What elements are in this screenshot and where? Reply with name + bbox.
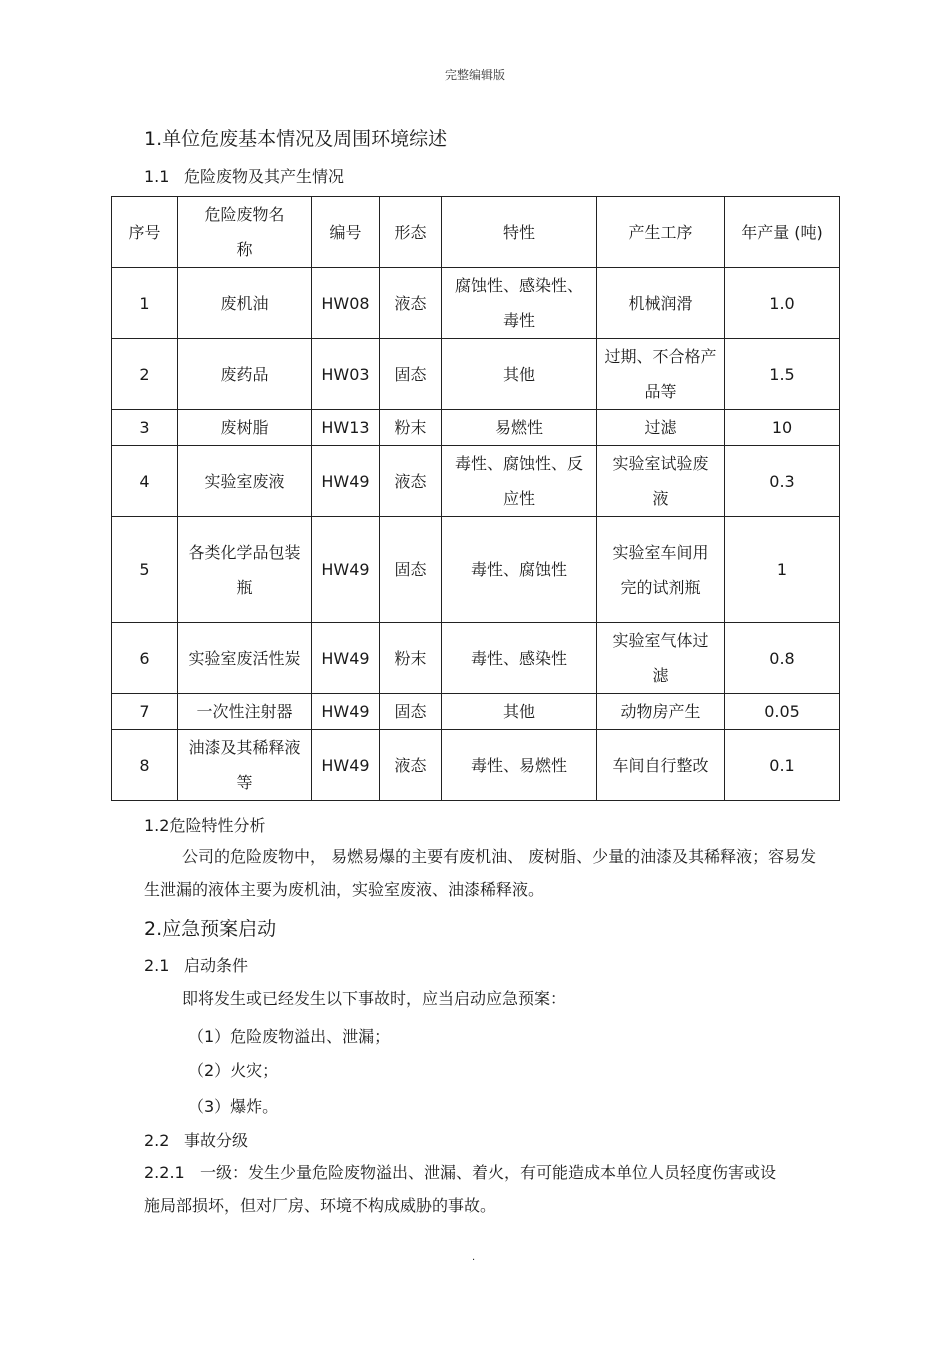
cell-code: HW13 xyxy=(312,410,380,446)
cell-code: HW49 xyxy=(312,623,380,694)
cell-code: HW49 xyxy=(312,694,380,730)
footer-mark: . xyxy=(472,1252,476,1263)
cell-name: 油漆及其稀释液等 xyxy=(178,730,312,801)
cell-index: 3 xyxy=(112,410,178,446)
cell-form: 粉末 xyxy=(380,623,442,694)
cell-code: HW49 xyxy=(312,517,380,623)
column-header: 形态 xyxy=(380,197,442,268)
section-2-2-1-number: 2.2.1 xyxy=(144,1163,185,1182)
column-header: 年产量 (吨) xyxy=(725,197,840,268)
cell-amount: 0.3 xyxy=(725,446,840,517)
section-2-2-number: 2.2 xyxy=(144,1131,170,1150)
column-header: 编号 xyxy=(312,197,380,268)
cell-amount: 1.5 xyxy=(725,339,840,410)
column-header: 产生工序 xyxy=(597,197,725,268)
table-header-row xyxy=(112,197,840,268)
column-header: 序号 xyxy=(112,197,178,268)
table-row xyxy=(112,268,840,339)
cell-name: 废机油 xyxy=(178,268,312,339)
cell-form: 液态 xyxy=(380,730,442,801)
cell-index: 2 xyxy=(112,339,178,410)
cell-index: 6 xyxy=(112,623,178,694)
hazardous-waste-table xyxy=(111,196,840,801)
cell-form: 粉末 xyxy=(380,410,442,446)
cell-form: 固态 xyxy=(380,517,442,623)
section-2-1-heading xyxy=(144,953,248,976)
cell-code: HW49 xyxy=(312,446,380,517)
section-2-2-heading xyxy=(144,1128,248,1151)
cell-name: 实验室废活性炭 xyxy=(178,623,312,694)
cell-process: 车间自行整改 xyxy=(597,730,725,801)
cell-name: 一次性注射器 xyxy=(178,694,312,730)
section-1-1-heading xyxy=(144,164,344,187)
section-1-2-title: 1.2危险特性分析 xyxy=(144,816,266,835)
section-2-2-title: 事故分级 xyxy=(184,1131,249,1150)
cell-name: 实验室废液 xyxy=(178,446,312,517)
cell-process: 过期、不合格产品等 xyxy=(597,339,725,410)
section-2-2-1-text: 一级：发生少量危险废物溢出、泄漏、着火，有可能造成本单位人员轻度伤害或设施局部损坏，但对厂房、环境不构成威胁的事故。 xyxy=(144,1163,776,1215)
page-header: 完整编辑版 xyxy=(444,68,505,82)
cell-form: 固态 xyxy=(380,694,442,730)
cell-name: 废药品 xyxy=(178,339,312,410)
cell-process: 实验室车间用完的试剂瓶 xyxy=(597,517,725,623)
cell-process: 实验室试验废液 xyxy=(597,446,725,517)
table-row xyxy=(112,517,840,623)
cell-property: 其他 xyxy=(442,694,597,730)
column-header: 特性 xyxy=(442,197,597,268)
cell-name: 废树脂 xyxy=(178,410,312,446)
list-item: （2）火灾； xyxy=(188,1061,279,1080)
cell-code: HW49 xyxy=(312,730,380,801)
cell-code: HW08 xyxy=(312,268,380,339)
list-item: （3）爆炸。 xyxy=(188,1097,279,1116)
cell-property: 毒性、腐蚀性 xyxy=(442,517,597,623)
table-row xyxy=(112,339,840,410)
section-2-title: 2.应急预案启动 xyxy=(144,918,277,940)
table-row xyxy=(112,410,840,446)
cell-amount: 0.05 xyxy=(725,694,840,730)
section-2-1-title: 启动条件 xyxy=(184,956,249,975)
cell-index: 4 xyxy=(112,446,178,517)
cell-property: 毒性、感染性 xyxy=(442,623,597,694)
cell-index: 8 xyxy=(112,730,178,801)
cell-property: 易燃性 xyxy=(442,410,597,446)
cell-property: 毒性、易燃性 xyxy=(442,730,597,801)
section-1-1-number: 1.1 xyxy=(144,167,170,186)
cell-process: 实验室气体过滤 xyxy=(597,623,725,694)
table-row xyxy=(112,694,840,730)
cell-name: 各类化学品包装瓶 xyxy=(178,517,312,623)
cell-form: 液态 xyxy=(380,268,442,339)
cell-amount: 1.0 xyxy=(725,268,840,339)
cell-code: HW03 xyxy=(312,339,380,410)
cell-process: 过滤 xyxy=(597,410,725,446)
cell-process: 机械润滑 xyxy=(597,268,725,339)
cell-index: 1 xyxy=(112,268,178,339)
table-row xyxy=(112,446,840,517)
cell-amount: 10 xyxy=(725,410,840,446)
cell-process: 动物房产生 xyxy=(597,694,725,730)
section-1-2-paragraph: 公司的危险废物中， 易燃易爆的主要有废机油、 废树脂、少量的油漆及其稀释液；容易发生泄漏的液体主要为废机油，实验室废液、油漆稀释液。 xyxy=(144,847,817,899)
cell-property: 腐蚀性、感染性、毒性 xyxy=(442,268,597,339)
cell-index: 5 xyxy=(112,517,178,623)
column-header: 危险废物名称 xyxy=(178,197,312,268)
table-row xyxy=(112,623,840,694)
cell-index: 7 xyxy=(112,694,178,730)
cell-amount: 0.8 xyxy=(725,623,840,694)
section-1-1-title: 危险废物及其产生情况 xyxy=(184,167,345,186)
cell-amount: 1 xyxy=(725,517,840,623)
section-1-title: 1.单位危废基本情况及周围环境综述 xyxy=(144,128,448,150)
section-2-1-intro: 即将发生或已经发生以下事故时，应当启动应急预案： xyxy=(182,989,567,1008)
table-row xyxy=(112,730,840,801)
cell-form: 液态 xyxy=(380,446,442,517)
cell-amount: 0.1 xyxy=(725,730,840,801)
cell-property: 毒性、腐蚀性、反应性 xyxy=(442,446,597,517)
section-2-1-number: 2.1 xyxy=(144,956,170,975)
list-item: （1）危险废物溢出、泄漏； xyxy=(188,1027,391,1046)
cell-property: 其他 xyxy=(442,339,597,410)
cell-form: 固态 xyxy=(380,339,442,410)
section-2-2-1-paragraph xyxy=(144,1156,784,1222)
